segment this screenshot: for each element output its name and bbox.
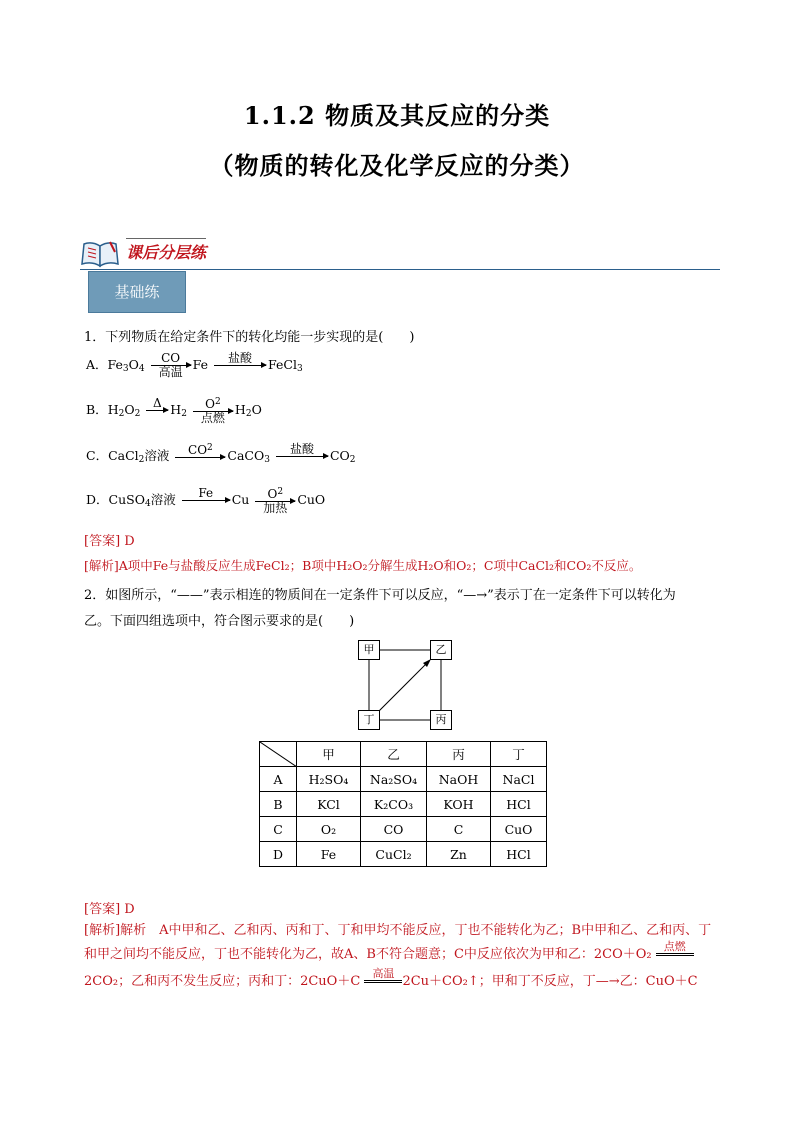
reaction-arrow <box>276 443 328 470</box>
sub: 3 <box>122 364 129 374</box>
explain-tag: [解析] <box>84 923 121 938</box>
table-row <box>260 817 547 842</box>
q2-explanation <box>84 920 724 995</box>
arrow-condition: CO <box>161 351 181 365</box>
q1-option-c <box>86 442 356 471</box>
arrow-condition: Δ <box>152 396 162 410</box>
table-cell: NaOH <box>427 767 491 792</box>
page-title: 1.1.2 物质及其反应的分类 <box>243 101 551 130</box>
table-cell: KCl <box>297 792 361 817</box>
sub: 3 <box>264 455 270 465</box>
q1-option-b <box>86 396 262 425</box>
reaction-arrow <box>214 352 266 379</box>
eq-condition-hightemp <box>364 968 402 995</box>
row-label: C <box>260 817 297 842</box>
q2-answer: [答案] D <box>84 902 135 917</box>
chem: Cu <box>231 492 250 507</box>
table-cell: Zn <box>427 842 491 867</box>
option-label: D． <box>86 492 109 507</box>
relation-diagram <box>357 638 457 732</box>
row-label: B <box>260 792 297 817</box>
explain-text: 2CO₂；乙和丙不发生反应；丙和丁：2CuO＋C <box>84 974 361 989</box>
table-cell: KOH <box>427 792 491 817</box>
q2-stem-line2: 乙。下面四组选项中，符合图示要求的是( ) <box>84 614 355 629</box>
table-cell: CO <box>361 817 427 842</box>
header-cell: 丁 <box>491 742 547 767</box>
sup: 2 <box>214 397 221 407</box>
chem: H <box>107 402 119 417</box>
arrow-condition: 盐酸 <box>227 351 252 365</box>
reaction-arrow <box>193 396 233 425</box>
chem: Fe <box>192 357 209 372</box>
section-header <box>80 236 720 270</box>
arrow-condition: O <box>267 487 278 501</box>
options-table <box>259 741 547 867</box>
sub: 2 <box>138 455 145 465</box>
reaction-arrow <box>146 397 168 424</box>
arrow-condition: 高温 <box>158 365 183 379</box>
row-label: D <box>260 842 297 867</box>
table-cell: O₂ <box>297 817 361 842</box>
arrow-condition: O <box>205 397 215 411</box>
sub: 2 <box>134 409 141 419</box>
sup: 2 <box>277 487 284 497</box>
arrow-condition: 盐酸 <box>289 442 314 456</box>
table-cell: Fe <box>297 842 361 867</box>
reaction-arrow <box>255 486 295 515</box>
sub: 2 <box>245 409 252 419</box>
table-row <box>260 767 547 792</box>
q2-stem-line1: 2．如图所示，“——”表示相连的物质间在一定条件下可以反应，“—→”表示丁在一定条件下可以转化为 <box>84 588 676 603</box>
node-ding: 丁 <box>358 710 380 730</box>
sub: 2 <box>118 409 125 419</box>
chem: CO <box>329 448 350 463</box>
book-icon <box>80 238 120 268</box>
arrow-condition: Fe <box>198 486 214 500</box>
eq-condition: 点燃 <box>663 940 686 953</box>
chem: H <box>170 402 182 417</box>
sup: 2 <box>207 443 213 453</box>
header-cell: 乙 <box>361 742 427 767</box>
q1-explanation: [解析]A项中Fe与盐酸反应生成FeCl₂；B项中H₂O₂分解生成H₂O和O₂；C项中CaCl₂和CO₂不反应。 <box>84 558 642 573</box>
sub: 4 <box>144 499 151 509</box>
arrow-condition: 加热 <box>263 501 288 515</box>
corner-cell <box>260 742 297 767</box>
reaction-arrow <box>182 487 230 514</box>
table-cell: CuO <box>491 817 547 842</box>
sub: 2 <box>349 455 356 465</box>
reaction-arrow <box>175 442 225 471</box>
chem: Fe <box>107 357 123 372</box>
basic-practice-tab[interactable]: 基础练 <box>88 271 186 313</box>
eq-condition: 高温 <box>372 967 395 980</box>
table-cell: NaCl <box>491 767 547 792</box>
option-label: C． <box>86 448 109 463</box>
q1-option-d <box>86 486 325 515</box>
chem: CaCO <box>227 448 265 463</box>
eq-condition-ignite <box>656 941 694 968</box>
table-header-row <box>260 742 547 767</box>
option-label: B． <box>86 402 108 417</box>
option-label: A． <box>86 357 108 372</box>
chem: H <box>234 402 246 417</box>
q1-option-a <box>86 352 303 379</box>
header-cell: 甲 <box>297 742 361 767</box>
table-row <box>260 792 547 817</box>
table-cell: K₂CO₃ <box>361 792 427 817</box>
node-jia: 甲 <box>358 640 380 660</box>
arrow-condition: 点燃 <box>200 411 225 425</box>
chem: CuO <box>297 492 326 507</box>
node-yi: 乙 <box>430 640 452 660</box>
chem: O <box>128 357 139 372</box>
chem: O <box>124 402 135 417</box>
chem: FeCl <box>268 357 297 372</box>
sub: 3 <box>296 364 303 374</box>
sub: 4 <box>138 364 145 374</box>
table-cell: H₂SO₄ <box>297 767 361 792</box>
table-cell: HCl <box>491 842 547 867</box>
q1-stem: 1．下列物质在给定条件下的转化均能一步实现的是( ) <box>84 330 415 345</box>
sub: 2 <box>181 409 187 419</box>
table-cell: CuCl₂ <box>361 842 427 867</box>
chem: 溶液 <box>150 492 176 507</box>
chem: 溶液 <box>144 448 170 463</box>
section-title: 课后分层练 <box>126 243 207 262</box>
explain-text: 2Cu＋CO₂↑；甲和丁不反应，丁—→乙：CuO＋C <box>402 974 698 989</box>
table-cell: HCl <box>491 792 547 817</box>
chem: O <box>251 402 262 417</box>
arrow-condition: CO <box>188 443 208 457</box>
chem: CuSO <box>108 492 145 507</box>
title-overline <box>126 238 206 239</box>
page-subtitle: （物质的转化及化学反应的分类） <box>209 151 585 180</box>
node-bing: 丙 <box>430 710 452 730</box>
table-row <box>260 842 547 867</box>
row-label: A <box>260 767 297 792</box>
table-cell: C <box>427 817 491 842</box>
chem: CaCl <box>108 448 139 463</box>
table-cell: Na₂SO₄ <box>361 767 427 792</box>
q1-answer: [答案] D <box>84 534 135 549</box>
explain-text: 解析 A中甲和乙、乙和丙、丙和丁、丁和甲均不能反应，丁也不能转化为乙；B中甲和乙、乙和丙、丁和甲之间均不能反应，丁也不能转化为乙，故A、B不符合题意；C中反应依次为甲和乙：2CO＋O₂ <box>84 923 712 962</box>
reaction-arrow <box>151 352 191 379</box>
header-cell: 丙 <box>427 742 491 767</box>
